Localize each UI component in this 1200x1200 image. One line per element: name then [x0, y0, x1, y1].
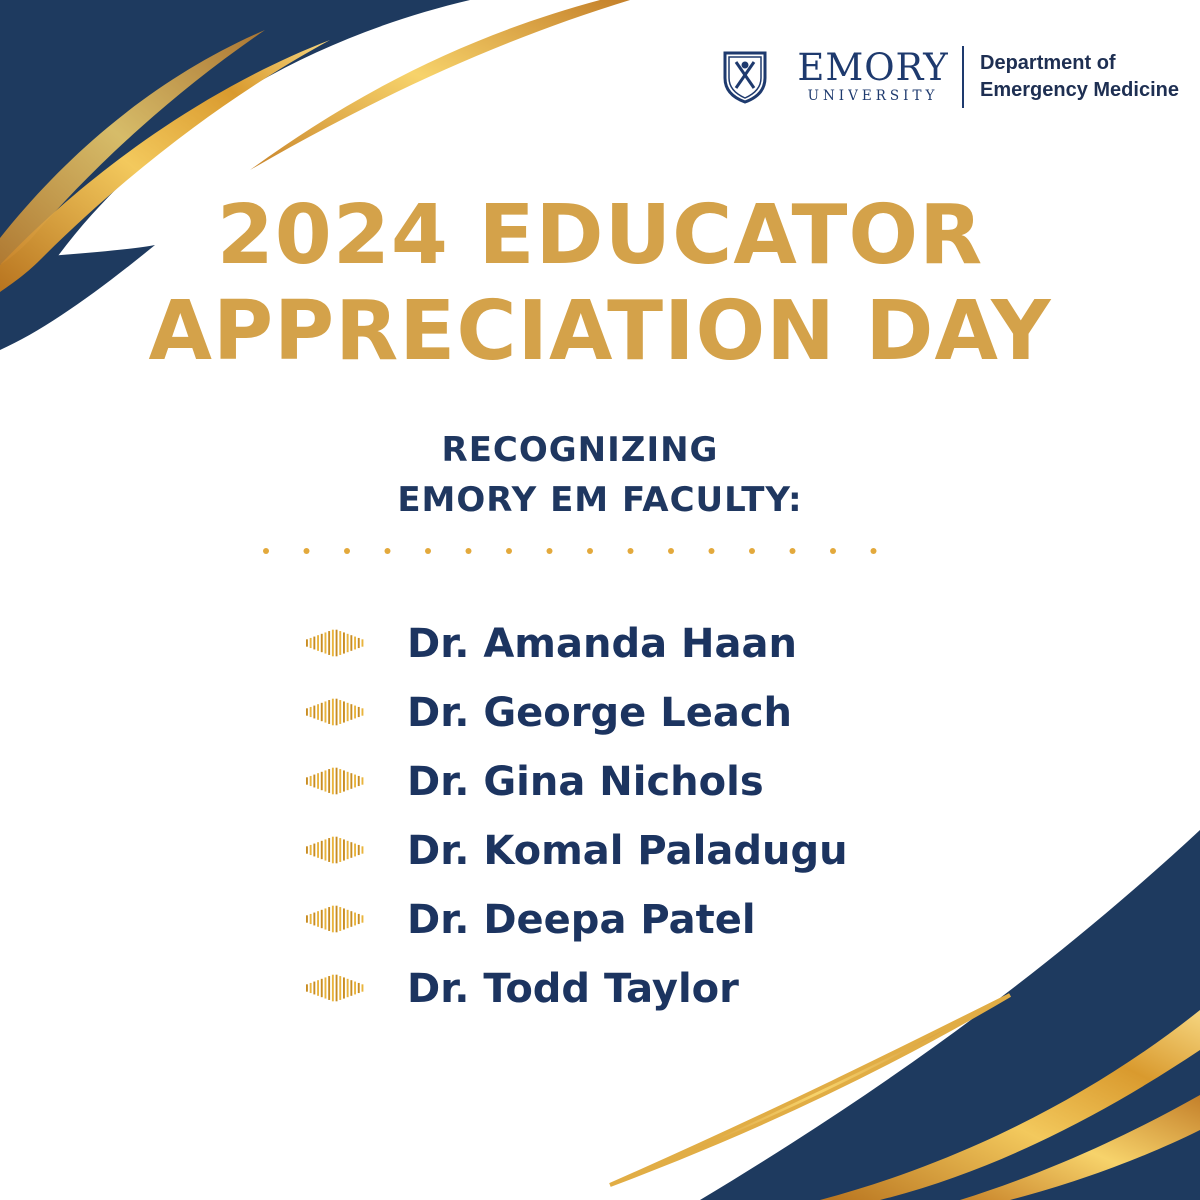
faculty-name: Dr. Amanda Haan — [407, 621, 797, 667]
faculty-name: Dr. George Leach — [407, 690, 792, 736]
department-line-1: Department of — [980, 52, 1116, 74]
title-line-2: APPRECIATION DAY — [148, 284, 1052, 379]
emory-logo — [722, 44, 1192, 110]
university-subtitle: UNIVERSITY — [807, 88, 939, 104]
gold-diamond-bullet-icon — [304, 766, 366, 796]
emory-wordmark — [784, 48, 962, 104]
faculty-name: Dr. Todd Taylor — [407, 966, 739, 1012]
page-title — [0, 188, 1200, 380]
university-name: EMORY — [797, 46, 949, 89]
title-line-1: 2024 EDUCATOR — [216, 188, 984, 283]
gold-diamond-bullet-icon — [304, 697, 366, 727]
gold-diamond-bullet-icon — [304, 904, 366, 934]
gold-diamond-bullet-icon — [304, 973, 366, 1003]
emory-shield-icon — [722, 50, 768, 104]
subheading — [0, 425, 1200, 525]
gold-diamond-bullet-icon — [304, 628, 366, 658]
department-line-2: Emergency Medicine — [980, 79, 1179, 101]
gold-diamond-bullet-icon — [304, 835, 366, 865]
dotted-divider — [260, 544, 880, 558]
department-name — [980, 50, 1179, 104]
logo-divider — [962, 46, 964, 108]
subheading-line-1: RECOGNIZING — [441, 430, 719, 470]
faculty-name: Dr. Gina Nichols — [407, 759, 764, 805]
faculty-name: Dr. Komal Paladugu — [407, 828, 848, 874]
subheading-line-2: EMORY EM FACULTY: — [397, 480, 803, 520]
faculty-name: Dr. Deepa Patel — [407, 897, 756, 943]
